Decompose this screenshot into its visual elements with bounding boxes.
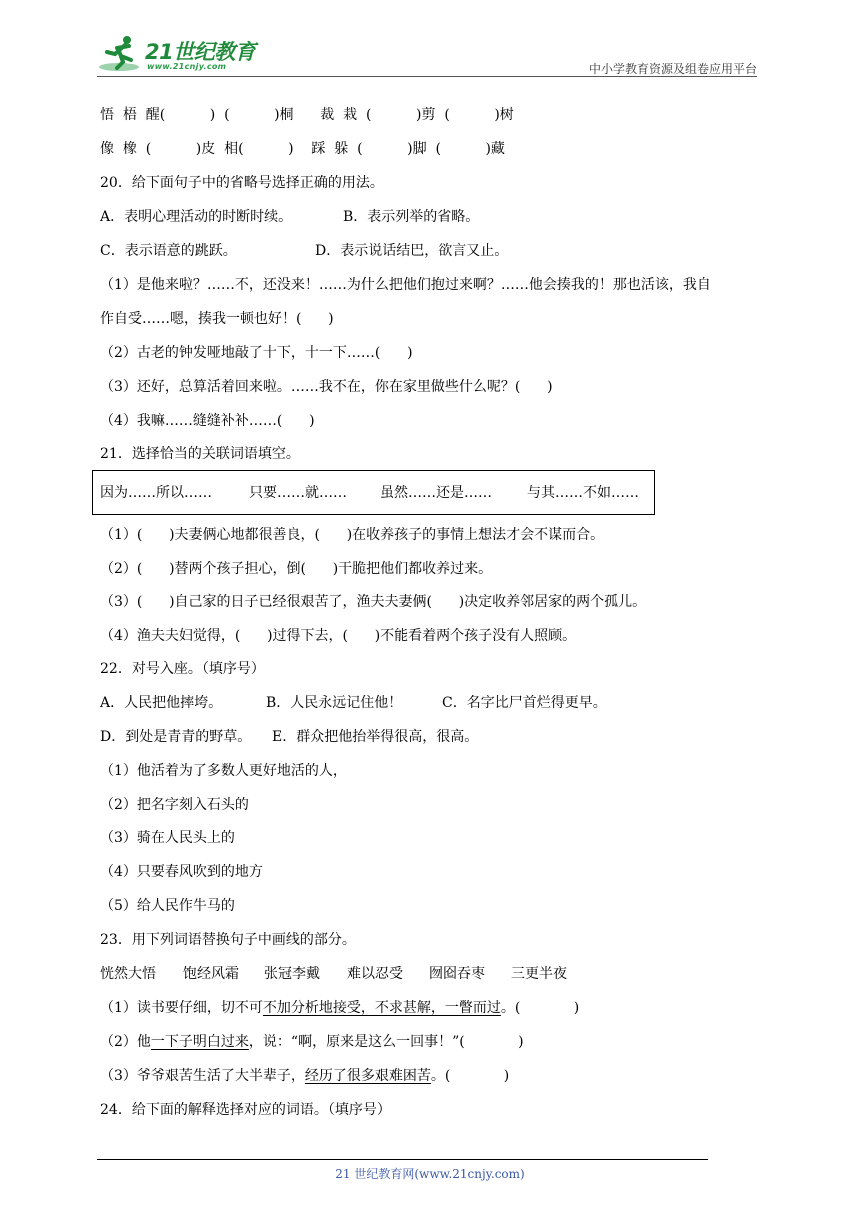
- logo-url: www.21cnjy.com: [147, 62, 227, 71]
- q21-title: 21．选择恰当的关联词语填空。: [100, 446, 300, 462]
- q22-item-1: （1）他活着为了多数人更好地活的人，: [100, 763, 347, 779]
- q21-item-1: （1）( )夫妻俩心地都很善良，( )在收养孩子的事情上想法才会不谋而合。: [100, 527, 605, 543]
- q20-item-4: （4）我嘛……缝缝补补……( ): [100, 413, 315, 429]
- q24-title: 24．给下面的解释选择对应的词语。（填序号）: [100, 1102, 391, 1118]
- page-footer: 21 世纪教育网(www.21cnjy.com): [335, 1167, 525, 1181]
- q22-option-c: C．名字比尸首烂得更早。: [442, 695, 607, 711]
- q21-item-4: （4）渔夫夫妇觉得，( )过得下去，( )不能看着两个孩子没有人照顾。: [100, 628, 577, 644]
- q20-item-2: （2）古老的钟发哑地敲了十下，十一下……( ): [100, 345, 413, 361]
- conjunction-2: 只要……就……: [249, 485, 347, 501]
- q23-item-3-underlined: 经历了很多艰难困苦: [304, 1068, 431, 1084]
- q23-word-2: 饱经风霜: [183, 966, 239, 982]
- q20-option-d: D．表示说话结巴，欲言又止。: [315, 243, 509, 259]
- page-header: [97, 32, 757, 78]
- q20-item-1-line-2: 作自受……嗯，揍我一顿也好！( ): [100, 311, 334, 327]
- q22-option-d: D．到处是青青的野草。: [100, 729, 252, 745]
- runner-logo-icon: [97, 34, 145, 74]
- q23-item-1: [100, 998, 579, 1018]
- q23-title: 23．用下列词语替换句子中画线的部分。: [100, 932, 356, 948]
- conjunction-3: 虽然……还是……: [380, 485, 492, 501]
- footer-divider: [97, 1159, 708, 1160]
- q23-item-2: [100, 1032, 524, 1052]
- q23-word-4: 难以忍受: [347, 966, 403, 982]
- q23-item-2-prefix: （2）他: [100, 1034, 151, 1050]
- q20-item-3: （3）还好，总算活着回来啦。……我不在，你在家里做些什么呢？( ): [100, 379, 553, 395]
- q23-item-1-prefix: （1）读书要仔细，切不可: [100, 1000, 263, 1016]
- q23-item-1-suffix: 。( ): [500, 1000, 580, 1016]
- q23-item-3-prefix: （3）爷爷艰苦生活了大半辈子，: [100, 1068, 305, 1084]
- q22-item-4: （4）只要春风吹到的地方: [100, 864, 263, 880]
- q22-title: 22．对号入座。（填序号）: [100, 661, 265, 677]
- q23-item-2-suffix: ，说：“啊，原来是这么一回事！”( ): [248, 1034, 524, 1050]
- q21-item-3: （3）( )自己家的日子已经很艰苦了，渔夫夫妻俩( )决定收养邻居家的两个孤儿。: [100, 594, 647, 610]
- q22-option-e: E．群众把他抬举得很高，很高。: [272, 729, 479, 745]
- q23-item-3: [100, 1066, 509, 1086]
- q23-word-1: 恍然大悟: [100, 966, 156, 982]
- q23-word-3: 张冠李戴: [264, 966, 320, 982]
- q20-title: 20．给下面句子中的省略号选择正确的用法。: [100, 175, 384, 191]
- q22-option-a: A．人民把他摔垮。: [100, 695, 223, 711]
- q20-option-c: C．表示语意的跳跃。: [100, 243, 237, 259]
- q23-item-3-suffix: 。( ): [430, 1068, 510, 1084]
- q22-item-2: （2）把名字刻入石头的: [100, 797, 249, 813]
- q21-item-2: （2）( )替两个孩子担心，倒( )干脆把他们都收养过来。: [100, 561, 493, 577]
- conjunction-1: 因为……所以……: [100, 485, 212, 501]
- q23-item-2-underlined: 一下子明白过来: [150, 1034, 249, 1050]
- site-logo: [97, 34, 267, 74]
- header-divider: [97, 76, 757, 77]
- header-tagline: 中小学教育资源及组卷应用平台: [588, 62, 757, 76]
- q22-item-3: （3）骑在人民头上的: [100, 830, 235, 846]
- q20-item-1-line-1: （1）是他来啦？……不，还没来！……为什么把他们抱过来啊？……他会揍我的！那也活该，我自: [100, 277, 711, 293]
- q23-word-6: 三更半夜: [511, 966, 567, 982]
- q23-word-5: 囫囵吞枣: [429, 966, 485, 982]
- logo-text: 21世纪教育: [145, 40, 256, 64]
- q20-option-b: B．表示列举的省略。: [343, 209, 480, 225]
- q22-option-b: B．人民永远记住他！: [266, 695, 403, 711]
- conjunction-4: 与其……不如……: [527, 485, 639, 501]
- q19-row-2: 像 橡 ( )皮 相( ) 踩 躲 ( )脚 ( )藏: [100, 141, 505, 157]
- q23-item-1-underlined: 不加分析地接受，不求甚解，一瞥而过: [262, 1000, 501, 1016]
- q22-item-5: （5）给人民作牛马的: [100, 898, 235, 914]
- q20-option-a: A．表明心理活动的时断时续。: [100, 209, 293, 225]
- q19-row-1: 悟 梧 醒( ) ( )桐 裁 栽 ( )剪 ( )树: [100, 107, 514, 123]
